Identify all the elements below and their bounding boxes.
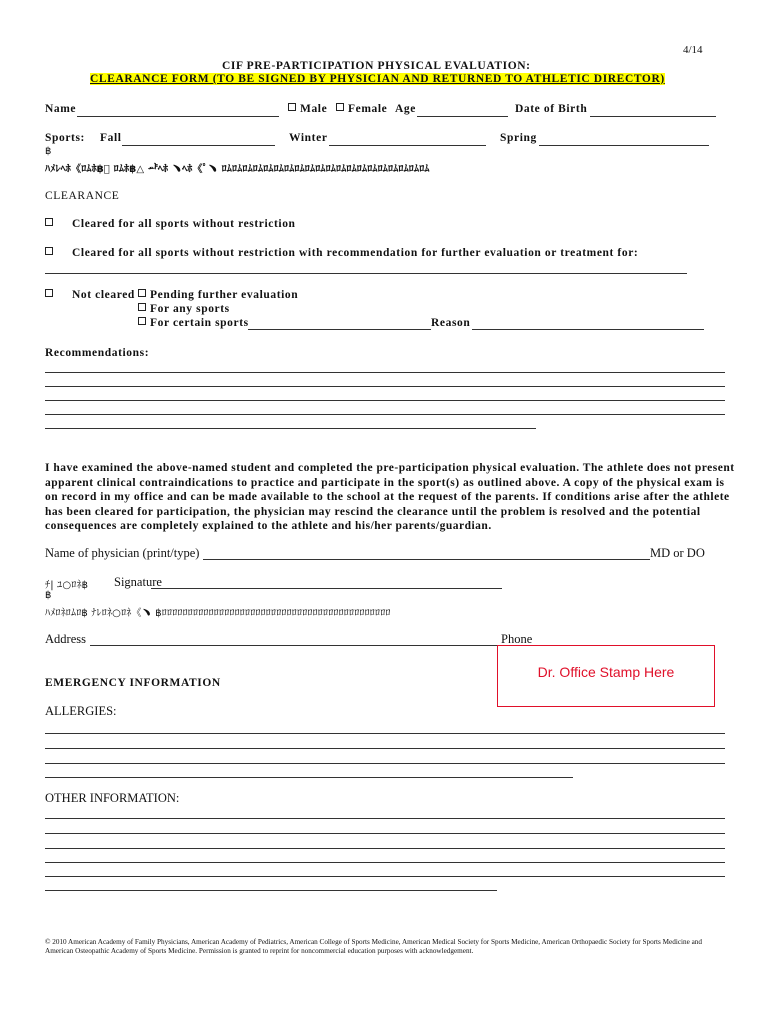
recommendations-line[interactable]: [45, 414, 725, 415]
checkbox[interactable]: [138, 289, 146, 297]
form-subtitle: [90, 73, 665, 85]
dob-field[interactable]: [590, 116, 716, 117]
form-title: CIF PRE-PARTICIPATION PHYSICAL EVALUATION:: [222, 60, 531, 72]
clearance-option-1[interactable]: [45, 218, 57, 230]
other-info-line[interactable]: [45, 862, 725, 863]
reason-label: Reason: [431, 317, 471, 329]
other-info-line[interactable]: [45, 890, 497, 891]
certain-sports-label: For certain sports: [150, 317, 249, 329]
spring-field[interactable]: [539, 145, 709, 146]
other-info-line[interactable]: [45, 818, 725, 819]
other-info-line[interactable]: [45, 876, 725, 877]
allergies-label: ALLERGIES:: [45, 704, 117, 718]
male-label: Male: [300, 103, 328, 115]
physician-name-field[interactable]: [203, 559, 650, 560]
certain-sports-option[interactable]: [138, 317, 249, 329]
signature-prefix: ﾁ| ﾕ○ﾛﾈ฿: [45, 580, 89, 591]
not-cleared-label: Not cleared: [72, 289, 135, 301]
other-info-line[interactable]: [45, 848, 725, 849]
winter-field[interactable]: [329, 145, 486, 146]
garbled-text-line: ﾊﾒﾚﾍﾎ《ﾛﾑﾎ฿ﾟ ﾛﾑﾎ฿△ ᆄﾍﾎ ﹅ﾍﾎ《ﾟ﹅ ﾛﾑﾛﾑﾛﾑﾛﾑﾛﾑﾛﾑﾛﾑﾛﾑﾛﾑﾛﾑﾛﾑﾛﾑﾛﾑﾛﾑﾛﾑﾛﾑﾛﾑﾛﾑﾛﾑﾛﾑ: [45, 164, 430, 175]
female-label: Female: [348, 103, 388, 115]
md-do-label: MD or DO: [650, 546, 705, 560]
any-sports-option[interactable]: [138, 303, 230, 315]
age-label: Age: [395, 103, 416, 115]
attestation-paragraph: I have examined the above-named student and completed the pre-participation physical evaluation. The athlete does not present apparent clinical contraindications to practice and participate in the sport(s) as outlined above. A copy of the physical exam is on record in my office and can be made available to the school at the request of the parents. If conditions arise after the athlete has been cleared for participation, the physician may rescind the clearance until the problem is resolved and the potential consequences are completely explained to the athlete and his/her parents/guardian.: [45, 462, 735, 533]
clearance-heading: CLEARANCE: [45, 190, 120, 202]
checkbox[interactable]: [45, 218, 53, 226]
clearance-option-2[interactable]: [45, 247, 57, 259]
office-stamp-box: [497, 645, 715, 707]
garbled-mark: ฿: [45, 590, 52, 601]
fall-field[interactable]: [122, 145, 275, 146]
name-field[interactable]: [77, 116, 279, 117]
checkbox[interactable]: [45, 247, 53, 255]
allergies-line[interactable]: [45, 763, 725, 764]
checkbox[interactable]: [45, 289, 53, 297]
allergies-line[interactable]: [45, 733, 725, 734]
copyright-footer: © 2010 American Academy of Family Physicians, American Academy of Pediatrics, American College of Sports Medicine, American Medical Society for Sports Medicine, American Orthopaedic Society for Sports Medicine and American Osteopathic Academy of Sports Medicine. Permission is granted to reprint for noncommercial education purposes with acknowledgement.: [45, 938, 702, 955]
sports-label: Sports:: [45, 132, 85, 144]
male-checkbox[interactable]: [288, 103, 296, 111]
name-label: Name: [45, 103, 77, 115]
phone-label: Phone: [501, 632, 533, 646]
certain-sports-field[interactable]: [248, 329, 431, 330]
reason-field[interactable]: [472, 329, 704, 330]
version-label: 4/14: [683, 44, 703, 56]
age-field[interactable]: [417, 116, 508, 117]
recommendations-label: Recommendations:: [45, 347, 150, 359]
checkbox[interactable]: [138, 303, 146, 311]
any-sports-label: For any sports: [150, 303, 230, 315]
form-subtitle-text: CLEARANCE FORM (TO BE SIGNED BY PHYSICIAN AND RETURNED TO ATHLETIC DIRECTOR): [90, 73, 665, 85]
physician-name-label: Name of physician (print/type): [45, 546, 200, 560]
clearance-option-2-label: Cleared for all sports without restriction with recommendation for further evaluation or treatment for:: [72, 247, 639, 259]
office-stamp-text: Dr. Office Stamp Here: [537, 664, 675, 680]
recommendations-line[interactable]: [45, 400, 725, 401]
not-cleared-option[interactable]: [45, 289, 57, 301]
signature-label: Signature: [114, 575, 162, 589]
pending-option[interactable]: [138, 289, 298, 301]
male-option[interactable]: [288, 103, 327, 115]
recommendations-line[interactable]: [45, 428, 536, 429]
dob-label: Date of Birth: [515, 103, 588, 115]
emergency-heading: EMERGENCY INFORMATION: [45, 677, 221, 689]
pending-label: Pending further evaluation: [150, 289, 299, 301]
female-checkbox[interactable]: [336, 103, 344, 111]
spring-label: Spring: [500, 132, 537, 144]
checkbox[interactable]: [138, 317, 146, 325]
clearance-option-1-label: Cleared for all sports without restriction: [72, 218, 296, 230]
garbled-text-line: ﾊﾒﾛﾈﾛﾑﾛ฿ ﾅﾚﾛﾈ○ﾛﾈ《﹅ ฿ﾛﾛﾛﾛﾛﾛﾛﾛﾛﾛﾛﾛﾛﾛﾛﾛﾛﾛﾛﾛﾛﾛﾛﾛﾛﾛﾛﾛﾛﾛﾛﾛﾛﾛﾛﾛﾛﾛﾛﾛﾛﾛﾛﾛ: [45, 608, 391, 619]
other-info-label: OTHER INFORMATION:: [45, 791, 180, 805]
other-info-line[interactable]: [45, 833, 725, 834]
signature-field[interactable]: [151, 588, 502, 589]
winter-label: Winter: [289, 132, 328, 144]
garbled-mark: ฿: [45, 146, 52, 157]
female-option[interactable]: [336, 103, 387, 115]
recommendations-line[interactable]: [45, 386, 725, 387]
recommendations-line[interactable]: [45, 372, 725, 373]
address-field[interactable]: [90, 645, 500, 646]
allergies-line[interactable]: [45, 748, 725, 749]
fall-label: Fall: [100, 132, 122, 144]
address-label: Address: [45, 632, 86, 646]
treatment-line[interactable]: [45, 273, 687, 274]
allergies-line[interactable]: [45, 777, 573, 778]
